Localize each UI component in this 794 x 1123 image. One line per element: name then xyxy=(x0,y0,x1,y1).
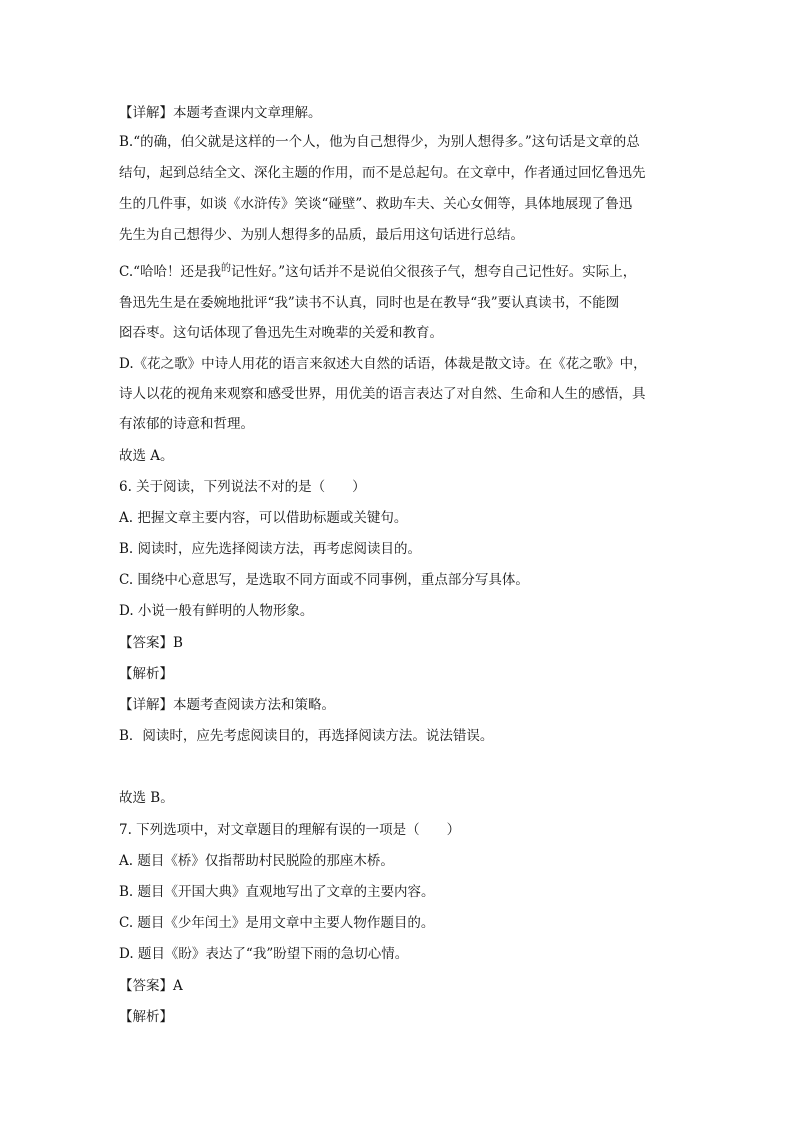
question-7-answer: 【答案】A xyxy=(119,978,183,994)
option-c-explanation-line-2: 鲁迅先生是在委婉地批评“我”读书不认真，同时也是在教导“我”要认真读书，不能囫 xyxy=(119,295,620,311)
question-6-option-b: B. 阅读时，应先选择阅读方法，再考虑阅读目的。 xyxy=(119,541,422,557)
option-b-explanation-line-4: 先生为自己想得少、为别人想得多的品质，最后用这句话进行总结。 xyxy=(119,227,524,243)
question-7-option-c: C. 题目《少年闰土》是用文章中主要人物作题目的。 xyxy=(119,915,435,931)
question-7-option-b: B. 题目《开国大典》直观地写出了文章的主要内容。 xyxy=(119,884,435,900)
question-6-stem: 6. 关于阅读，下列说法不对的是（ ） xyxy=(119,479,366,495)
question-6-option-d: D. 小说一般有鲜明的人物形象。 xyxy=(119,603,314,619)
option-c-explanation-line-1 xyxy=(119,262,636,282)
option-b-explanation-line-1: B.“的确，伯父就是这样的一个人，他为自己想得少，为别人想得多。”这句话是文章的总 xyxy=(119,134,640,150)
detail-heading-5: 【详解】本题考查课内文章理解。 xyxy=(119,105,322,121)
question-6-answer: 【答案】B xyxy=(119,635,183,651)
question-7-stem: 7. 下列选项中，对文章题目的理解有误的一项是（ ） xyxy=(119,822,461,838)
option-d-explanation-line-1: D.《花之歌》中诗人用花的语言来叙述大自然的话语，体裁是散文诗。在《花之歌》中， xyxy=(119,356,647,372)
option-c-text-end: 记性好。”这句话并不是说伯父很孩子气，想夸自己记性好。实际上， xyxy=(231,264,637,280)
option-d-explanation-line-2: 诗人以花的视角来观察和感受世界，用优美的语言表达了对自然、生命和人生的感悟，具 xyxy=(119,386,646,402)
question-6-explanation: B．阅读时，应先考虑阅读目的，再选择阅读方法。说法错误。 xyxy=(119,728,494,744)
question-6-detail: 【详解】本题考查阅读方法和策略。 xyxy=(119,697,335,713)
option-c-text-start: C.“哈哈！还是我 xyxy=(119,264,222,280)
question-7-analysis-heading: 【解析】 xyxy=(119,1009,173,1025)
option-b-explanation-line-3: 生的几件事，如谈《水浒传》笑谈“碰壁”、救助车夫、关心女佣等，具体地展现了鲁迅 xyxy=(119,196,633,212)
question-6-option-c: C. 围绕中心意思写，是选取不同方面或不同事例，重点部分写具体。 xyxy=(119,572,529,588)
option-b-explanation-line-2: 结句，起到总结全文、深化主题的作用，而不是总起句。在文章中，作者通过回忆鲁迅先 xyxy=(119,165,646,181)
question-7-option-a: A. 题目《桥》仅指帮助村民脱险的那座木桥。 xyxy=(119,853,394,869)
option-c-explanation-line-3: 囵吞枣。这句话体现了鲁迅先生对晚辈的关爱和教育。 xyxy=(119,325,443,341)
conclusion-6: 故选 B。 xyxy=(119,790,174,806)
option-d-explanation-line-3: 有浓郁的诗意和哲理。 xyxy=(119,416,254,432)
question-7-option-d: D. 题目《盼》表达了“我”盼望下雨的急切心情。 xyxy=(119,946,409,962)
option-c-small-char: 的 xyxy=(221,263,232,274)
question-6-analysis-heading: 【解析】 xyxy=(119,666,173,682)
conclusion-5: 故选 A。 xyxy=(119,448,174,464)
question-6-option-a: A. 把握文章主要内容，可以借助标题或关键句。 xyxy=(119,510,408,526)
